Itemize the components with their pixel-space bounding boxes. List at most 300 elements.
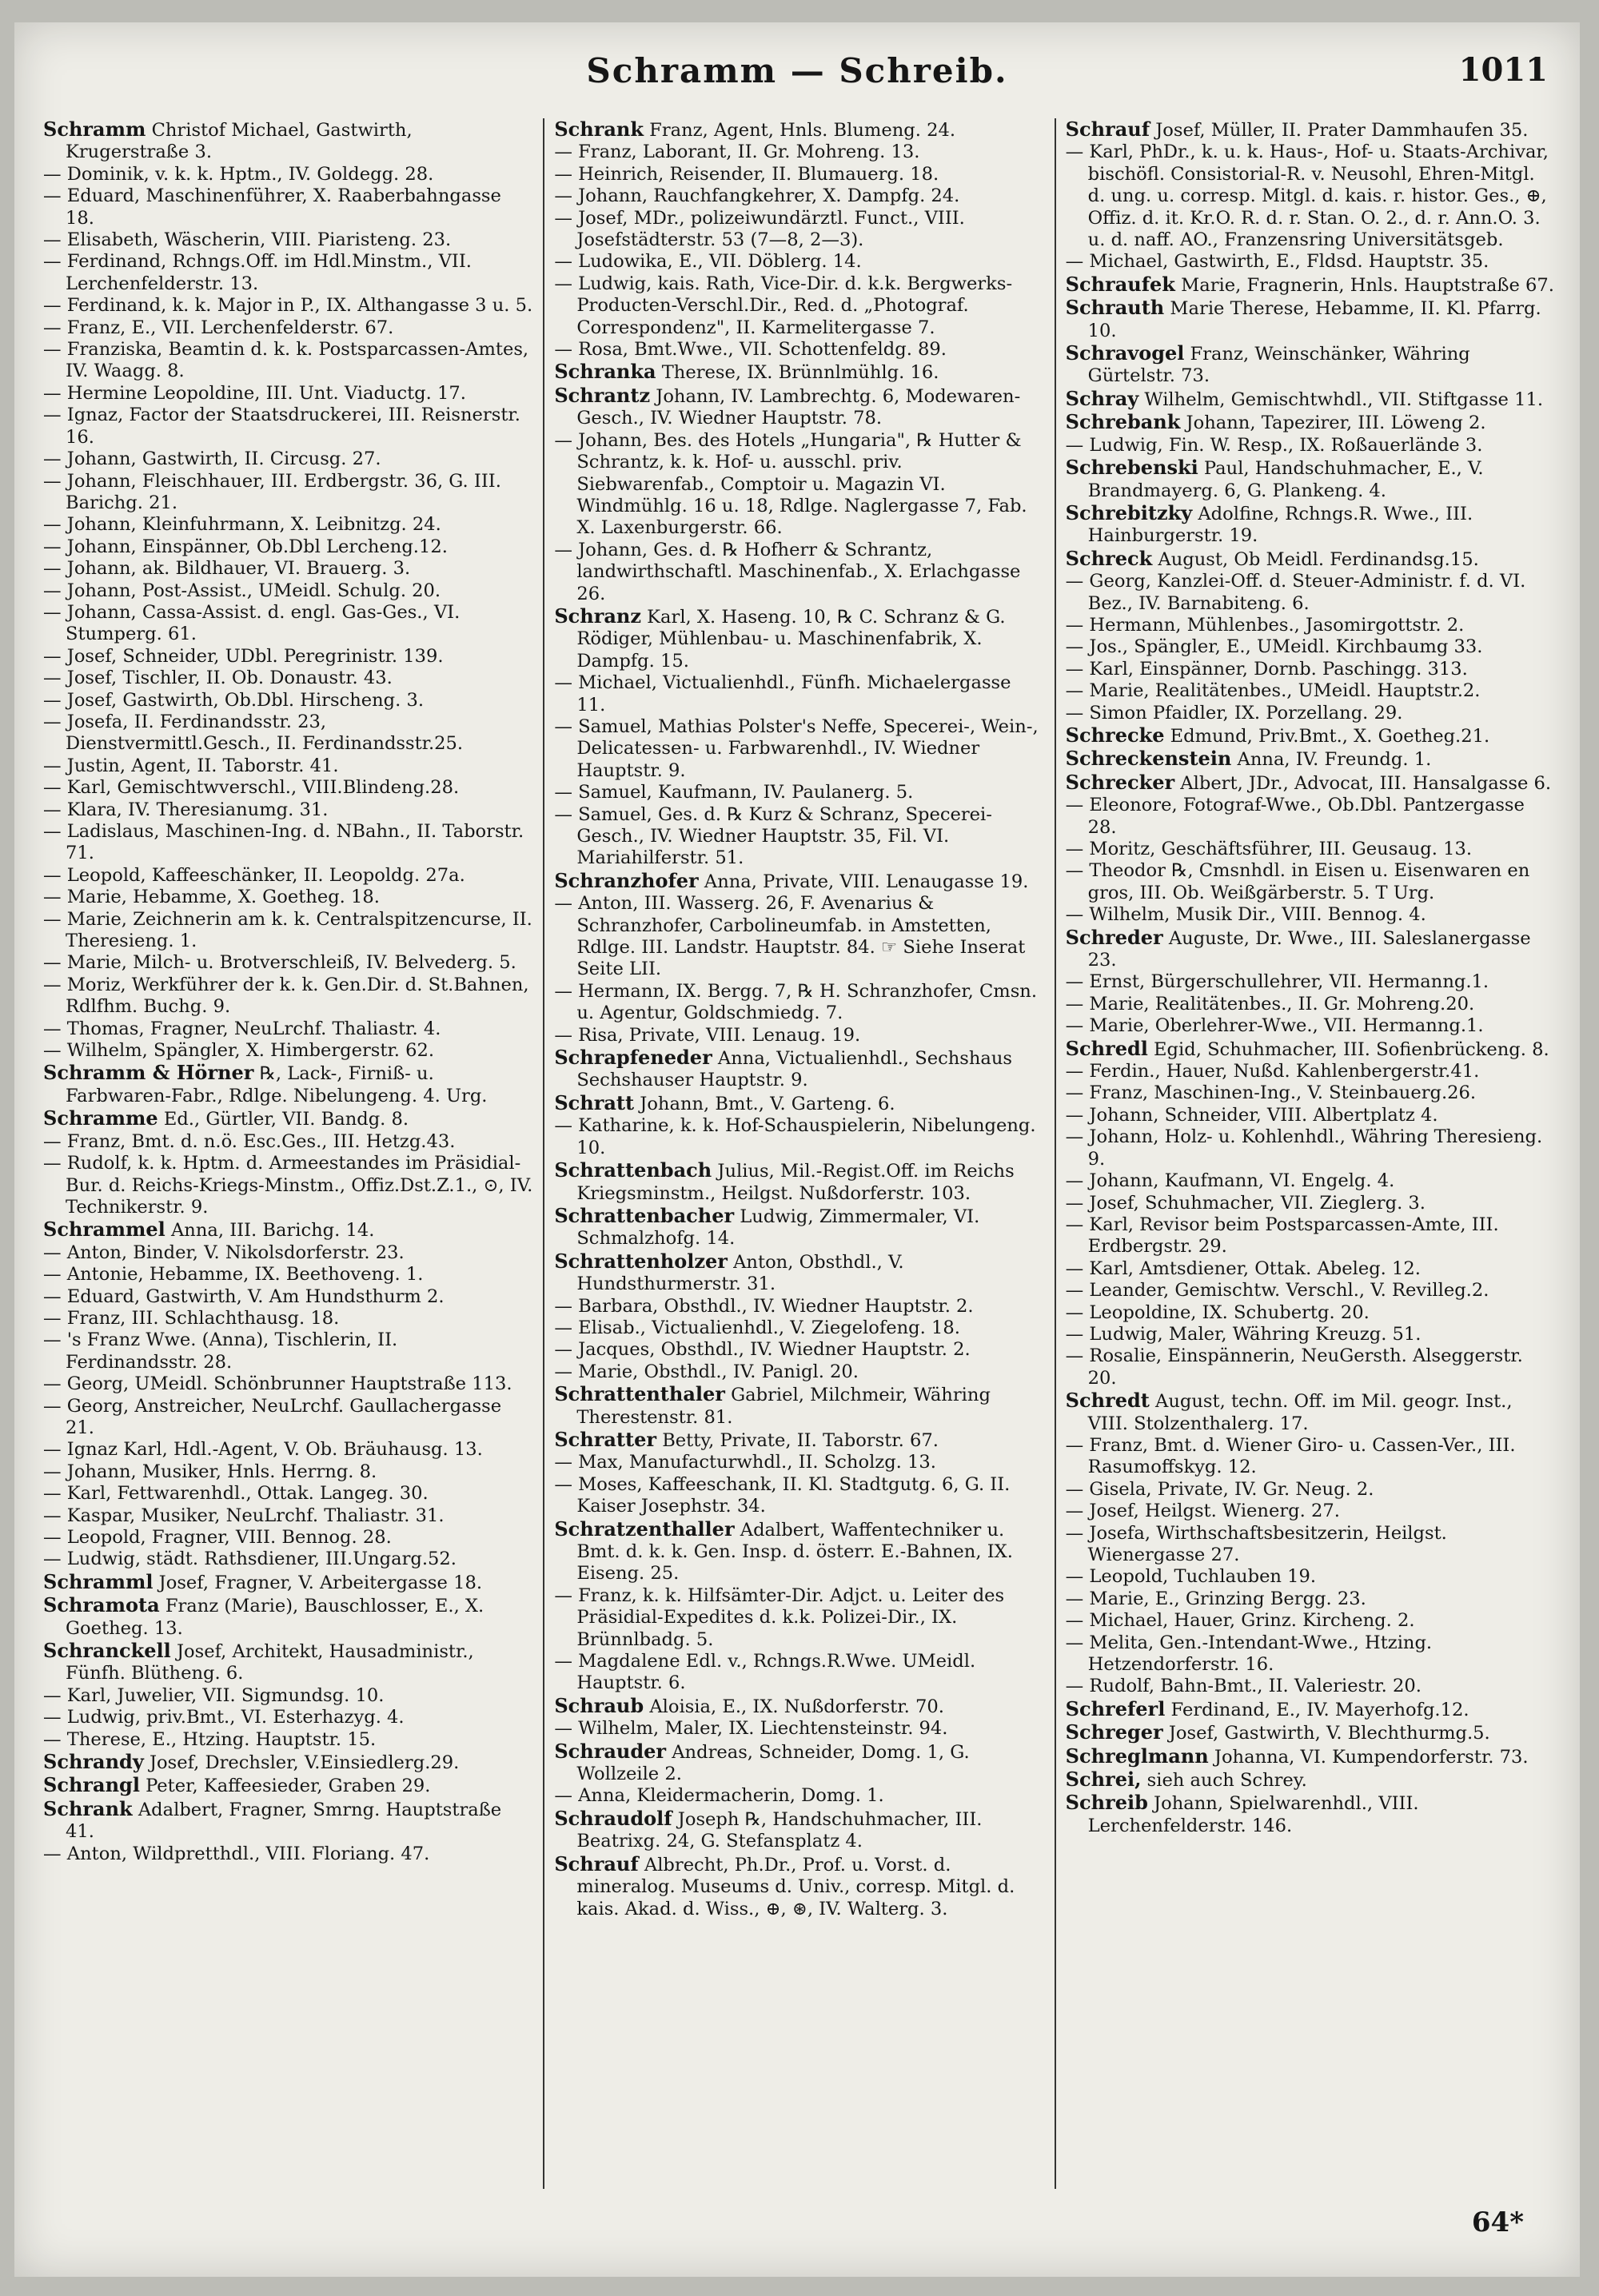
entry-text: Wilhelm, Gemischtwhdl., VII. Stiftgasse 11. <box>1138 389 1544 410</box>
entry-text: August, Ob Meidl. Ferdinandsg.15. <box>1152 548 1479 570</box>
entry-surname: Schranka <box>554 360 656 384</box>
directory-entry <box>43 405 533 448</box>
entry-text: — Ludwig, Fin. W. Resp., IX. Roßauerlände 3. <box>1065 434 1483 456</box>
entry-text: — Karl, Gemischtwverschl., VIII.Blindeng.28. <box>43 777 460 799</box>
directory-entry <box>1066 297 1556 342</box>
directory-page <box>14 22 1580 2277</box>
entry-text: — Risa, Private, VIII. Lenaug. 19. <box>554 1024 861 1046</box>
entry-text: Anton, Obsthdl., V. Hundsthurmerstr. 31. <box>576 1251 904 1295</box>
directory-entry <box>43 1040 533 1062</box>
directory-entry <box>554 164 1044 185</box>
entry-text: — Josef, Tischler, II. Ob. Donaustr. 43. <box>43 668 393 689</box>
entry-text: — Ferdinand, k. k. Major in P., IX. Althangasse 3 u. 5. <box>43 295 533 317</box>
entry-text: — Antonie, Hebamme, IX. Beethoveng. 1. <box>43 1264 424 1286</box>
entry-surname: Schramota <box>43 1593 160 1617</box>
entry-text: Marie, Fragnerin, Hnls. Hauptstraße 67. <box>1174 274 1554 296</box>
entry-surname: Schranz <box>554 604 641 628</box>
entry-text: — Johann, Kaufmann, VI. Engelg. 4. <box>1065 1170 1395 1192</box>
entry-text: — Max, Manufacturwhdl., II. Scholzg. 13. <box>554 1452 936 1473</box>
entry-surname: Schrattenholzer <box>554 1249 728 1273</box>
entry-text: Aloisia, E., IX. Nußdorferstr. 70. <box>644 1696 944 1717</box>
directory-entry <box>554 804 1044 870</box>
directory-entry <box>43 712 533 755</box>
entry-surname: Schrattenbach <box>554 1158 712 1182</box>
entry-surname: Schranzhofer <box>554 868 699 892</box>
directory-entry <box>554 185 1044 207</box>
entry-surname: Schranckell <box>43 1639 171 1663</box>
directory-entry <box>554 1383 1044 1429</box>
directory-entry <box>43 1131 533 1153</box>
directory-entry <box>1066 411 1556 434</box>
entry-text: Edmund, Priv.Bmt., X. Goetheg.21. <box>1164 725 1490 747</box>
entry-text: — Samuel, Kaufmann, IV. Paulanerg. 5. <box>554 782 914 803</box>
directory-entry <box>43 1286 533 1308</box>
entry-text: — Marie, Realitätenbes., UMeidl. Hauptstr.2. <box>1065 680 1481 702</box>
entry-text: Johann, Tapezirer, III. Löweng 2. <box>1180 413 1486 434</box>
entry-text: — Franz, Bmt. d. Wiener Giro- u. Cassen-Ver., III. Rasumoffskyg. 12. <box>1065 1434 1516 1478</box>
entry-text: — Franz, Laborant, II. Gr. Mohreng. 13. <box>554 142 920 163</box>
entry-surname: Schraufek <box>1065 272 1175 296</box>
entry-text: Adalbert, Fragner, Smrng. Hauptstraße 41. <box>66 1799 502 1843</box>
entry-text: — Moses, Kaffeeschank, II. Kl. Stadtgutg. 6, G. II. Kaiser Josephstr. 34. <box>554 1473 1011 1517</box>
entry-text: Peter, Kaffeesieder, Graben 29. <box>139 1776 431 1797</box>
entry-text: — Georg, Kanzlei-Off. d. Steuer-Administr. f. d. VI. Bez., IV. Barnabiteng. 6. <box>1065 571 1526 614</box>
directory-entry <box>1066 388 1556 411</box>
directory-entry <box>43 1373 533 1395</box>
entry-text: — Ludowika, E., VII. Döblerg. 14. <box>554 251 862 273</box>
directory-entry <box>554 1361 1044 1383</box>
directory-entry <box>1066 1435 1556 1479</box>
entry-text: — Josef, Schneider, UDbl. Peregrinistr. 139. <box>43 645 444 667</box>
entry-text: — Marie, Zeichnerin am k. k. Centralspitzencurse, II. Theresieng. 1. <box>43 908 532 952</box>
directory-entry <box>43 602 533 646</box>
entry-text: Josef, Gastwirth, V. Blechthurmg.5. <box>1162 1723 1490 1744</box>
directory-entry <box>1066 502 1556 548</box>
directory-entry <box>1066 636 1556 658</box>
entry-surname: Schreck <box>1065 546 1153 570</box>
directory-entry <box>43 1527 533 1549</box>
directory-entry <box>1066 1214 1556 1258</box>
entry-text: — Franz, Maschinen-Ing., V. Steinbauerg.26. <box>1065 1082 1477 1104</box>
entry-surname: Schramme <box>43 1106 158 1130</box>
directory-entry <box>43 777 533 799</box>
entry-text: — Simon Pfaidler, IX. Porzellang. 29. <box>1065 702 1403 723</box>
entry-text: Albert, JDr., Advocat, III. Hansalgasse 6. <box>1174 772 1552 794</box>
entry-surname: Schrauder <box>554 1739 667 1763</box>
entry-surname: Schrantz <box>554 383 651 407</box>
directory-entry <box>1066 142 1556 251</box>
entry-text: — Samuel, Ges. d. ℞ Kurz & Schranz, Specerei-Gesch., IV. Wiedner Hauptstr. 35, Fil. VI. Mariahilferstr. 51. <box>554 803 992 869</box>
entry-surname: Schreib <box>1065 1791 1148 1815</box>
entry-text: Auguste, Dr. Wwe., III. Saleslanergasse 23. <box>1087 927 1531 971</box>
entry-text: Betty, Private, II. Taborstr. 67. <box>656 1429 939 1451</box>
directory-entry <box>554 1317 1044 1339</box>
entry-text: — Karl, Amtsdiener, Ottak. Abeleg. 12. <box>1065 1258 1421 1279</box>
directory-entry <box>43 317 533 339</box>
entry-text: — Johann, Cassa-Assist. d. engl. Gas-Ges., VI. Stumperg. 61. <box>43 601 461 645</box>
entry-text: — Johann, Post-Assist., UMeidl. Schulg. 20. <box>43 580 441 601</box>
directory-entry <box>1066 1105 1556 1126</box>
entry-surname: Schrebank <box>1065 410 1181 434</box>
entry-text: — Wilhelm, Musik Dir., VIII. Bennog. 4. <box>1065 904 1426 926</box>
entry-surname: Schramml <box>43 1569 154 1593</box>
entry-text: — Therese, E., Htzing. Hauptstr. 15. <box>43 1728 377 1750</box>
entry-surname: Schrecke <box>1065 723 1165 747</box>
entry-surname: Schramm & Hörner <box>43 1061 254 1085</box>
directory-entry <box>1066 548 1556 571</box>
directory-entry <box>554 1046 1044 1092</box>
directory-entry <box>43 1396 533 1440</box>
directory-entry <box>1066 724 1556 747</box>
entry-text: — Jacques, Obsthdl., IV. Wiedner Hauptstr. 2. <box>554 1339 971 1361</box>
directory-entry <box>43 1707 533 1728</box>
entry-text: — Johann, Musiker, Hnls. Herrng. 8. <box>43 1461 377 1482</box>
directory-entry <box>1066 1523 1556 1567</box>
entry-text: — 's Franz Wwe. (Anna), Tischlerin, II. Ferdinandsstr. 28. <box>43 1329 398 1373</box>
directory-entry <box>554 1205 1044 1250</box>
directory-entry <box>1066 1676 1556 1697</box>
directory-entry <box>554 1452 1044 1473</box>
entry-text: — Elisabeth, Wäscherin, VIII. Piaristeng. 23. <box>43 229 452 251</box>
entry-text: — Michael, Gastwirth, E., Fldsd. Hauptstr. 35. <box>1065 251 1489 273</box>
entry-text: Ed., Gürtler, VII. Bandg. 8. <box>158 1109 409 1130</box>
entry-text: — Karl, Juwelier, VII. Sigmundsg. 10. <box>43 1684 385 1706</box>
entry-surname: Schrank <box>43 1796 133 1820</box>
entry-surname: Schratter <box>554 1427 657 1451</box>
directory-entry <box>554 1585 1044 1651</box>
directory-entry <box>43 1844 533 1865</box>
entry-text: — Anton, Wildpretthdl., VIII. Floriang. 47. <box>43 1843 430 1864</box>
directory-entry <box>1066 1038 1556 1061</box>
entry-text: — Johann, Bes. des Hotels „Hungaria", ℞ Hutter & Schrantz, k. k. Hof- u. ausschl. priv. Siebwarenfab., Comptoir u. Magazin VI. Windmühlg. 16 u. 18, Rdlge. Naglergasse 7, Fab. X. Laxenburgerstr. 66. <box>554 429 1027 539</box>
entry-surname: Schratt <box>554 1090 635 1114</box>
directory-entry <box>43 952 533 974</box>
directory-entry <box>554 1740 1044 1786</box>
entry-text: — Wilhelm, Spängler, X. Himbergerstr. 62. <box>43 1040 435 1062</box>
directory-entry <box>43 471 533 515</box>
directory-entry <box>43 1729 533 1751</box>
column-2 <box>544 118 1055 2189</box>
entry-text: — Franz, Bmt. d. n.ö. Esc.Ges., III. Hetzg.43. <box>43 1130 456 1152</box>
directory-entry <box>1066 1170 1556 1192</box>
directory-entry <box>1066 659 1556 680</box>
entry-text: Marie Therese, Hebamme, II. Kl. Pfarrg. 10. <box>1087 298 1541 341</box>
entry-text: Josef, Fragner, V. Arbeitergasse 18. <box>153 1572 483 1593</box>
directory-entry <box>1066 615 1556 636</box>
entry-text: — Franz, III. Schlachthausg. 18. <box>43 1307 340 1329</box>
entry-text: — Jos., Spängler, E., UMeidl. Kirchbaumg 33. <box>1065 636 1483 658</box>
directory-entry <box>1066 1479 1556 1501</box>
directory-entry <box>554 1250 1044 1296</box>
directory-entry <box>43 1153 533 1218</box>
directory-entry <box>43 1594 533 1640</box>
entry-text: Anna, Private, VIII. Lenaugasse 19. <box>698 871 1029 892</box>
entry-text: — Franziska, Beamtin d. k. k. Postsparcassen-Amtes, IV. Waagg. 8. <box>43 339 529 382</box>
entry-text: Josef, Drechsler, V.Einsiedlerg.29. <box>143 1752 460 1774</box>
directory-entry <box>43 558 533 580</box>
entry-text: — Marie, Milch- u. Brotverschleiß, IV. Belvederg. 5. <box>43 952 516 974</box>
directory-entry <box>1066 839 1556 860</box>
directory-entry <box>43 821 533 865</box>
directory-entry <box>43 383 533 405</box>
entry-text: — Marie, Realitätenbes., II. Gr. Mohreng.20. <box>1065 993 1475 1014</box>
entry-text: — Johann, ak. Bildhauer, VI. Brauerg. 3. <box>43 558 411 580</box>
directory-entry <box>43 1751 533 1774</box>
entry-surname: Schrauth <box>1065 296 1165 320</box>
directory-entry <box>554 1785 1044 1807</box>
directory-entry <box>43 1461 533 1483</box>
directory-entry <box>43 536 533 558</box>
directory-entry <box>554 1474 1044 1518</box>
entry-surname: Schredt <box>1065 1389 1150 1413</box>
directory-entry <box>1066 680 1556 702</box>
directory-entry <box>43 580 533 602</box>
entry-text: — Leopoldine, IX. Schubertg. 20. <box>1065 1301 1370 1323</box>
directory-entry <box>1066 1126 1556 1170</box>
entry-text: — Ignaz Karl, Hdl.-Agent, V. Ob. Bräuhausg. 13. <box>43 1439 483 1461</box>
entry-text: — Ludwig, kais. Rath, Vice-Dir. d. k.k. Bergwerks-Producten-Verschl.Dir., Red. d. „Photograf. Correspondenz", II. Karmelitergasse 7. <box>554 273 1013 338</box>
entry-text: Franz, Weinschänker, Währing Gürtelstr. 73. <box>1087 344 1470 387</box>
directory-entry <box>554 1518 1044 1585</box>
directory-entry <box>1066 118 1556 142</box>
directory-entry <box>1066 1632 1556 1676</box>
entry-surname: Schreferl <box>1065 1696 1166 1720</box>
directory-entry <box>1066 1302 1556 1324</box>
directory-entry <box>554 273 1044 339</box>
directory-entry <box>43 1685 533 1707</box>
directory-entry <box>554 1092 1044 1115</box>
directory-entry <box>43 1018 533 1040</box>
directory-entry <box>554 1651 1044 1695</box>
entry-text: — Ferdinand, Rchngs.Off. im Hdl.Minstm., VII. Lerchenfelderstr. 13. <box>43 251 472 294</box>
directory-entry <box>554 893 1044 981</box>
directory-entry <box>43 229 533 251</box>
page-number: 1011 <box>1458 51 1548 89</box>
entry-text: — Hermine Leopoldine, III. Unt. Viaductg. 17. <box>43 382 466 404</box>
entry-text: Johanna, VI. Kumpendorferstr. 73. <box>1208 1746 1529 1768</box>
directory-entry <box>554 1159 1044 1205</box>
entry-text: — Marie, E., Grinzing Bergg. 23. <box>1065 1588 1366 1609</box>
entry-text: — Dominik, v. k. k. Hptm., IV. Goldegg. 28. <box>43 163 434 185</box>
directory-entry <box>554 1339 1044 1361</box>
entry-text: Adolfine, Rchngs.R. Wwe., III. Hainburgerstr. 19. <box>1087 503 1473 547</box>
directory-entry <box>554 208 1044 252</box>
entry-surname: Schrauf <box>554 1852 639 1875</box>
entry-text: — Ludwig, priv.Bmt., VI. Esterhazyg. 4. <box>43 1707 405 1728</box>
entry-text: Anna, Victualienhdl., Sechshaus Sechshauser Hauptstr. 9. <box>576 1048 1013 1091</box>
entry-text: — Moriz, Werkführer der k. k. Gen.Dir. d. St.Bahnen, Rdlfhm. Buchg. 9. <box>43 974 529 1018</box>
directory-entry <box>1066 771 1556 795</box>
directory-entry <box>43 1107 533 1130</box>
directory-columns <box>34 118 1565 2189</box>
entry-text: — Leopold, Tuchlauben 19. <box>1065 1566 1317 1588</box>
entry-surname: Schramm <box>43 118 146 141</box>
entry-text: — Hermann, IX. Bergg. 7, ℞ H. Schranzhofer, Cmsn. u. Agentur, Goldschmiedg. 7. <box>554 980 1038 1024</box>
directory-entry <box>554 1025 1044 1046</box>
directory-entry <box>1066 1566 1556 1588</box>
directory-entry <box>554 118 1044 142</box>
entry-text: — Johann, Schneider, VIII. Albertplatz 4. <box>1065 1104 1438 1126</box>
directory-entry <box>43 865 533 887</box>
directory-entry <box>43 1505 533 1527</box>
entry-text: — Moritz, Geschäftsführer, III. Geusaug. 13. <box>1065 839 1473 859</box>
entry-text: — Johann, Holz- u. Kohlenhdl., Währing Theresieng. 9. <box>1065 1126 1543 1170</box>
directory-entry <box>554 1115 1044 1159</box>
entry-surname: Schreder <box>1065 925 1163 949</box>
directory-entry <box>43 1329 533 1373</box>
directory-entry <box>1066 435 1556 456</box>
entry-text: Albrecht, Ph.Dr., Prof. u. Vorst. d. mineralog. Museums d. Univ., corresp. Mitgl. d. kais. Akad. d. Wiss., ⊕, ⊛, IV. Walterg. 3. <box>576 1854 1015 1919</box>
directory-entry <box>1066 1745 1556 1768</box>
entry-text: — Hermann, Mühlenbes., Jasomirgottstr. 2. <box>1065 614 1465 636</box>
entry-text: — Marie, Obsthdl., IV. Panigl. 20. <box>554 1361 859 1382</box>
entry-text: Egid, Schuhmacher, III. Sofienbrückeng. 8. <box>1147 1038 1549 1060</box>
entry-text: — Melita, Gen.-Intendant-Wwe., Htzing. Hetzendorferstr. 16. <box>1065 1632 1433 1676</box>
directory-entry <box>43 251 533 295</box>
directory-entry <box>1066 1345 1556 1389</box>
directory-entry <box>1066 1061 1556 1082</box>
entry-text: — Rosalie, Einspännerin, NeuGersth. Alseggerstr. 20. <box>1065 1345 1523 1389</box>
directory-entry <box>43 1218 533 1242</box>
directory-entry <box>1066 273 1556 297</box>
entry-surname: Schrank <box>554 118 644 141</box>
directory-entry <box>554 540 1044 605</box>
entry-text: — Michael, Victualienhdl., Fünfh. Michaelergasse 11. <box>554 672 1011 716</box>
entry-text: — Ludwig, städt. Rathsdiener, III.Ungarg.52. <box>43 1549 457 1570</box>
directory-entry <box>1066 904 1556 926</box>
entry-text: — Karl, Fettwarenhdl., Ottak. Langeg. 30. <box>43 1483 429 1505</box>
directory-entry <box>43 118 533 164</box>
entry-text: — Josef, MDr., polizeiwundärztl. Funct., VIII. Josefstädterstr. 53 (7—8, 2—3). <box>554 207 965 251</box>
directory-entry <box>1066 1015 1556 1037</box>
directory-entry <box>1066 1698 1556 1721</box>
entry-text: — Leopold, Kaffeeschänker, II. Leopoldg. 27a. <box>43 864 465 886</box>
directory-entry <box>43 1774 533 1797</box>
directory-entry <box>43 164 533 185</box>
entry-text: Josef, Architekt, Hausadministr., Fünfh. Blütheng. 6. <box>66 1641 474 1684</box>
entry-text: — Kaspar, Musiker, NeuLrchf. Thaliastr. 31. <box>43 1505 445 1526</box>
directory-entry <box>43 668 533 689</box>
entry-text: — Johann, Gastwirth, II. Circusg. 27. <box>43 448 381 470</box>
entry-text: — Ferdin., Hauer, Nußd. Kahlenbergerstr.41. <box>1065 1061 1480 1082</box>
entry-text: — Elisab., Victualienhdl., V. Ziegelofeng. 18. <box>554 1317 960 1338</box>
column-1 <box>34 118 544 2189</box>
directory-entry <box>1066 1258 1556 1280</box>
entry-text: — Karl, Revisor beim Postsparcassen-Amte, III. Erdbergstr. 29. <box>1065 1214 1499 1258</box>
directory-entry <box>1066 703 1556 724</box>
entry-text: — Johann, Einspänner, Ob.Dbl Lercheng.12. <box>43 536 448 557</box>
entry-text: — Franz, k. k. Hilfsämter-Dir. Adjct. u. Leiter des Präsidial-Expedites d. k.k. Polizei-Dir., IX. Brünnlbadg. 5. <box>554 1584 1005 1650</box>
directory-entry <box>43 887 533 908</box>
directory-entry <box>43 448 533 470</box>
directory-entry <box>554 981 1044 1025</box>
entry-text: Julius, Mil.-Regist.Off. im Reichs Kriegsminstm., Heilgst. Nußdorferstr. 103. <box>576 1161 1015 1204</box>
entry-text: Josef, Müller, II. Prater Dammhaufen 35. <box>1150 120 1529 141</box>
entry-text: Therese, IX. Brünnlmühlg. 16. <box>656 362 939 384</box>
entry-text: — Josef, Gastwirth, Ob.Dbl. Hirscheng. 3. <box>43 689 425 711</box>
directory-entry <box>1066 747 1556 771</box>
entry-text: Karl, X. Haseng. 10, ℞ C. Schranz & G. Rödiger, Mühlenbau- u. Maschinenfabrik, X. Dampfg. 15. <box>576 606 1006 672</box>
entry-text: — Johann, Fleischhauer, III. Erdbergstr. 36, G. III. Barichg. 21. <box>43 470 501 513</box>
directory-entry <box>43 909 533 953</box>
directory-entry <box>43 755 533 777</box>
entry-text: — Klara, IV. Theresianumg. 31. <box>43 799 329 820</box>
entry-text: — Ladislaus, Maschinen-Ing. d. NBahn., II. Taborstr. 71. <box>43 821 524 864</box>
entry-text: — Josefa, II. Ferdinandsstr. 23, Dienstvermittl.Gesch., II. Ferdinandsstr.25. <box>43 711 464 755</box>
entry-text: — Johann, Ges. d. ℞ Hofherr & Schrantz, landwirthschaftl. Maschinenfab., X. Erlachgasse 26. <box>554 539 1021 604</box>
entry-text: — Karl, PhDr., k. u. k. Haus-, Hof- u. Staats-Archivar, bischöfl. Consistorial-R. v. Neusohl, Ehren-Mitgl. d. ung. u. corresp. Mitgl. d. kais. r. histor. Ges., ⊕, Offiz. d. it. Kr.O. R. d. r. Stan. O. 2., d. r. Ann.O. 3. u. d. naff. AO., Franzensring Universitätsgeb. <box>1065 142 1549 251</box>
entry-surname: Schreckenstein <box>1065 747 1232 771</box>
entry-surname: Schredl <box>1065 1036 1148 1060</box>
directory-entry <box>554 672 1044 716</box>
entry-text: Ludwig, Zimmermaler, VI. Schmalzhofg. 14. <box>576 1206 980 1250</box>
entry-text: — Josef, Heilgst. Wienerg. 27. <box>1065 1501 1340 1522</box>
directory-entry <box>554 1808 1044 1853</box>
directory-entry <box>43 1242 533 1264</box>
directory-entry <box>1066 971 1556 993</box>
entry-surname: Schraudolf <box>554 1806 672 1830</box>
entry-surname: Schray <box>1065 386 1139 410</box>
directory-entry <box>43 514 533 536</box>
entry-text: Gabriel, Milchmeir, Währing Therestenstr. 81. <box>576 1385 991 1428</box>
entry-text: Adalbert, Waffentechniker u. Bmt. d. k. k. Gen. Insp. d. österr. E.-Bahnen, IX. Eiseng. 25. <box>576 1519 1013 1584</box>
directory-entry <box>43 1264 533 1286</box>
entry-text: — Samuel, Mathias Polster's Neffe, Specerei-, Wein-, Delicatessen- u. Farbwarenhdl., IV. Wiedner Hauptstr. 9. <box>554 716 1039 781</box>
entry-surname: Schrauf <box>1065 118 1150 141</box>
directory-entry <box>43 646 533 668</box>
entry-text: — Michael, Hauer, Grinz. Kircheng. 2. <box>1065 1610 1415 1632</box>
directory-entry <box>554 716 1044 782</box>
entry-text: — Josefa, Wirthschaftsbesitzerin, Heilgst. Wienergasse 27. <box>1065 1522 1447 1565</box>
entry-text: Andreas, Schneider, Domg. 1, G. Wollzeile 2. <box>576 1741 970 1785</box>
entry-text: — Rudolf, k. k. Hptm. d. Armeestandes im Präsidial-Bur. d. Reichs-Kriegs-Minstm., Offiz.Dst.Z.1., ⊙, IV. Technikerstr. 9. <box>43 1153 533 1218</box>
directory-entry <box>1066 1768 1556 1792</box>
directory-entry <box>554 605 1044 672</box>
entry-text: — Josef, Schuhmacher, VII. Zieglerg. 3. <box>1065 1192 1426 1214</box>
entry-surname: Schrandy <box>43 1750 144 1774</box>
entry-text: — Anna, Kleidermacherin, Domg. 1. <box>554 1785 884 1807</box>
directory-entry <box>554 142 1044 163</box>
entry-text: — Eduard, Gastwirth, V. Am Hundsthurm 2. <box>43 1286 445 1307</box>
directory-entry <box>43 690 533 712</box>
entry-surname: Schrangl <box>43 1773 140 1797</box>
entry-text: — Ludwig, Maler, Währing Kreuzg. 51. <box>1065 1323 1422 1345</box>
entry-text: — Heinrich, Reisender, II. Blumauerg. 18. <box>554 163 939 185</box>
directory-entry <box>43 799 533 821</box>
entry-text: — Rosa, Bmt.Wwe., VII. Schottenfeldg. 89. <box>554 339 947 361</box>
page-header <box>14 51 1580 99</box>
directory-entry <box>1066 1588 1556 1610</box>
entry-text: — Eduard, Maschinenführer, X. Raaberbahngasse 18. <box>43 185 501 229</box>
entry-text: — Johann, Rauchfangkehrer, X. Dampfg. 24. <box>554 185 960 207</box>
directory-entry <box>43 1483 533 1505</box>
directory-entry <box>554 339 1044 361</box>
entry-surname: Schrattenthaler <box>554 1382 725 1406</box>
directory-entry <box>1066 1610 1556 1632</box>
entry-surname: Schrattenbacher <box>554 1203 735 1227</box>
directory-entry <box>554 361 1044 384</box>
entry-text: Ferdinand, E., IV. Mayerhofg.12. <box>1165 1699 1469 1720</box>
directory-entry <box>1066 994 1556 1015</box>
entry-text: Paul, Handschuhmacher, E., V. Brandmayerg. 6, G. Plankeng. 4. <box>1087 458 1484 501</box>
directory-entry <box>1066 860 1556 904</box>
entry-surname: Schravogel <box>1065 341 1185 365</box>
entry-surname: Schraub <box>554 1693 644 1717</box>
directory-entry <box>43 1062 533 1107</box>
printer-signature: 64* <box>1471 2206 1524 2238</box>
entry-text: — Justin, Agent, II. Taborstr. 41. <box>43 755 339 776</box>
directory-entry <box>554 1695 1044 1718</box>
